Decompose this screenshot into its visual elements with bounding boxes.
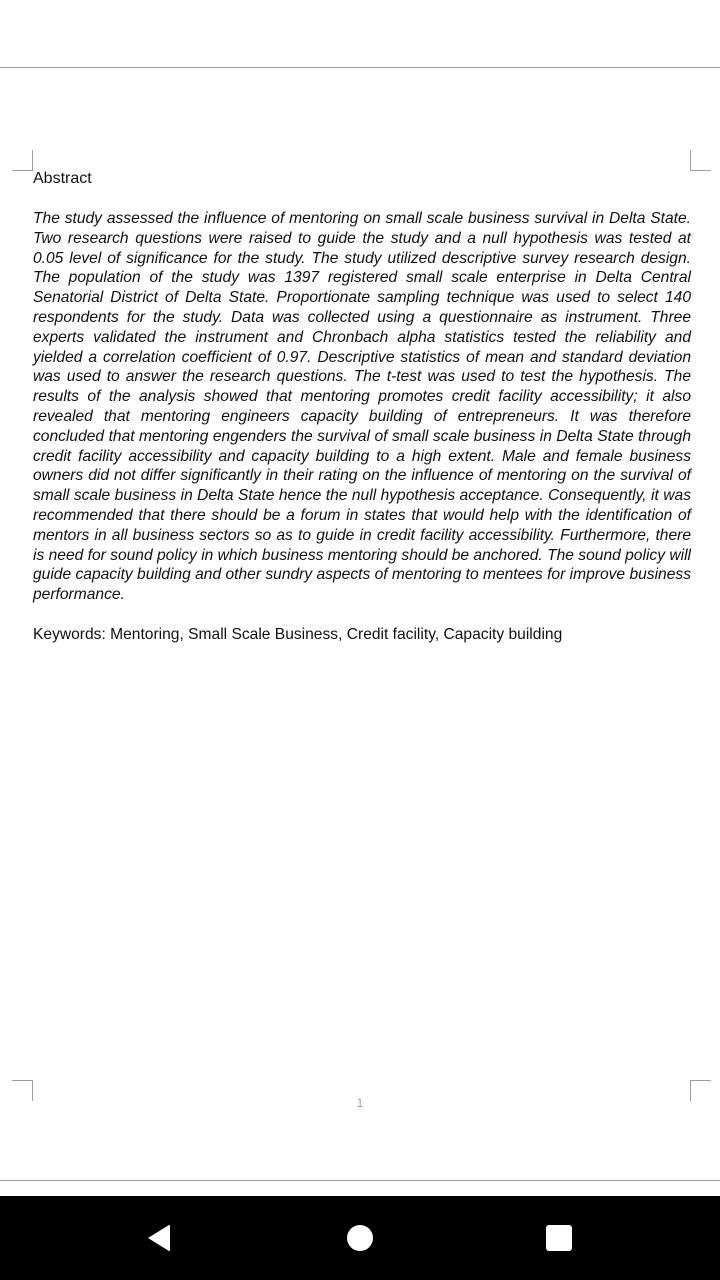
- home-circle-icon: [345, 1223, 375, 1253]
- page-corner-marker-top-right: [690, 150, 711, 171]
- abstract-body: The study assessed the influence of mentoring on small scale business survival in Delta State. Two research questions were raised to guide the study and a null hypothesis was tested at 0.05 level of significance for the study. The study utilized descriptive survey research design. The population of the study was 1397 registered small scale enterprise in Delta Central Senatorial District of Delta State. Proportionate sampling technique was used to select 140 respondents for the study. Data was collected using a questionnaire as instrument. Three experts validated the instrument and Chronbach alpha statistics tested the reliability and yielded a correlation coefficient of 0.97. Descriptive statistics of mean and standard deviation was used to answer the research questions. The t-test was used to test the hypothesis. The results of the analysis showed that mentoring promotes credit facility accessibility; it also revealed that mentoring engineers capacity building of entrepreneurs. It was therefore concluded that mentoring engenders the survival of small scale business in Delta State through credit facility accessibility and capacity building to a high extent. Male and female business owners did not differ significantly in their rating on the influence of mentoring on the survival of small scale business in Delta State hence the null hypothesis acceptance. Consequently, it was recommended that there should be a forum in states that would help with the identification of mentors in all business sectors so as to guide in credit facility accessibility. Furthermore, there is need for sound policy in which business mentoring should be anchored. The sound policy will guide capacity building and other sundry aspects of mentoring to mentees for improve business performance.: [33, 210, 691, 604]
- keywords-line: Keywords: Mentoring, Small Scale Business, Credit facility, Capacity building: [33, 626, 563, 643]
- abstract-heading: Abstract: [33, 170, 92, 187]
- home-button[interactable]: [320, 1196, 400, 1280]
- back-triangle-icon: [144, 1222, 174, 1254]
- recents-button[interactable]: [519, 1196, 599, 1280]
- recents-square-icon: [545, 1224, 573, 1252]
- bottom-divider: [0, 1180, 720, 1181]
- top-divider: [0, 67, 720, 68]
- page-corner-marker-top-left: [12, 150, 33, 171]
- page-number: 1: [356, 1096, 364, 1110]
- back-button[interactable]: [119, 1196, 199, 1280]
- system-navigation-bar: [0, 1196, 720, 1280]
